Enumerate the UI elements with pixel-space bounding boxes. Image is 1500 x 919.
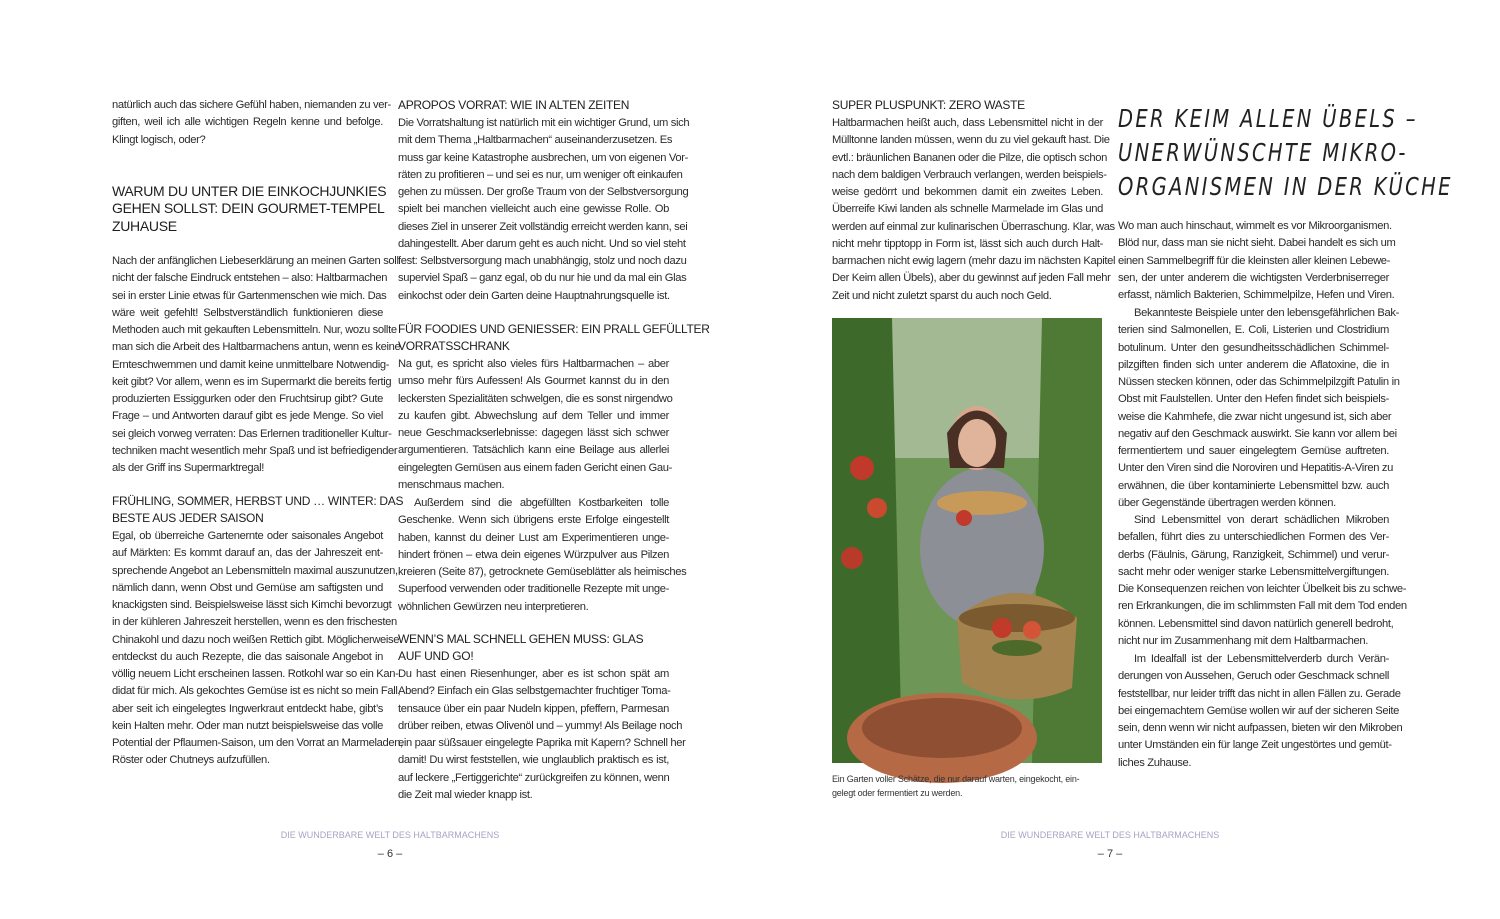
text-line: hindert frönen – etwa dein eigenes Würzpulver aus Pilzen [398,548,669,561]
text-line: sei gleich vorweg verraten: Das Erlernen traditioneller Kultur- [112,427,392,440]
text-line: Superfood verwenden oder traditionelle Rezepte mit unge- [398,583,669,596]
text-line: leckersten Spezialitäten schwelgen, die es sonst nirgendwo [398,392,673,405]
text-line: Unter den Viren sind die Noroviren und Hepatitis-A-Viren zu [1118,462,1393,475]
text-line: VORRATSSCHRANK [398,339,510,354]
text-line: man sich die Arbeit des Haltbarmachens antun, wenn es keine [112,341,401,354]
text-line: in der kühleren Jahreszeit herstellen, wenn es den frischesten [112,616,397,629]
section-heading [112,493,404,528]
section-heading [398,97,669,114]
text-line: fermentiertem und sauer eingelegtem Gemüse auftreten. [1118,445,1389,457]
text-line: entdeckst du auch Rezepte, die das saisonale Angebot in [112,650,383,663]
text-line: dieses Ziel in unserer Zeit vollständig erreicht werden kann, sei [398,220,688,233]
text-line: auf leckere „Fertiggerichte“ zurückgreifen zu können, wenn [398,771,670,784]
text-line: wöhnlichen Gewürzen neu interpretieren. [398,600,589,613]
text-line: botulinum. Unter den gesundheitsschädlichen Schimmel- [1118,341,1389,354]
text-line: Nüssen stecken können, oder das Schimmelpilzgift Patulin in [1118,376,1400,388]
text-line: Na gut, es spricht also vieles fürs Haltbarmachen – aber [398,358,669,370]
text-line: muss gar keine Katastrophe ausbrechen, um von eigenen Vor- [398,151,689,164]
text-line: damit! Du wirst feststellen, wie unglaublich praktisch es ist, [398,754,669,767]
text-line: FÜR FOODIES UND GENIESSER: EIN PRALL GEFÜLLTER [398,322,710,336]
text-line: als der Griff ins Supermarktregal! [112,462,265,474]
text-line: sprechende Angebot an Lebensmitteln maximal auszunutzen, [112,564,398,577]
paragraph [112,253,401,477]
page-number-right: – 7 – [1097,848,1123,860]
text-line: ZUHAUSE [112,217,177,234]
text-line: Potential der Pflaumen-Saison, um den Vorrat an Marmeladen, [112,737,403,749]
section-heading [112,183,387,235]
section-heading [398,321,710,356]
running-footer-right: DIE WUNDERBARE WELT DES HALTBARMACHENS [1000,830,1220,840]
text-line: Bekannteste Beispiele unter den lebensgefährlichen Bak- [1134,307,1399,319]
text-line: über Gegenstände übertragen werden können. [1118,496,1336,509]
text-line: WENN’S MAL SCHNELL GEHEN MUSS: GLAS [398,632,644,646]
text-line: Die Vorratshaltung ist natürlich mit ein wichtiger Grund, um sich [398,117,690,129]
text-line: erwähnen, die über kontaminierte Lebensmittel bzw. auch [1118,479,1389,492]
text-line: Abend? Einfach ein Glas selbstgemachter fruchtiger Toma- [398,685,671,698]
text-line: Im Idealfall ist der Lebensmittelverderb durch Verän- [1134,653,1389,665]
text-line: Nach der anfänglichen Liebeserklärung an meinen Garten soll [112,255,399,267]
text-line: Frage – und Antworten darauf gibt es jede Menge. So viel [112,410,383,423]
text-line: terien sind Salmonellen, E. Coli, Listerien und Clostridium [1118,324,1389,337]
text-line: knackigsten sind. Beispielsweise lässt sich Kimchi bevorzugt [112,599,392,611]
photo-caption-line: Ein Garten voller Schätze, die nur darauf warten, eingekocht, ein- [832,774,1080,784]
text-line: Wo man auch hinschaut, wimmelt es vor Mikroorganismen. [1118,220,1392,232]
text-line: auf Märkten: Es kommt darauf an, das der Jahreszeit ent- [112,547,383,560]
text-line: didat für mich. Als gekochtes Gemüse ist es nicht so mein Fall, [112,685,401,698]
text-line: völlig neuem Licht erscheinen lassen. Rotkohl war so ein Kan- [112,668,399,680]
text-line: feststellbar, nur leider trifft das nicht in allen Fällen zu. Gerade [1118,687,1401,700]
text-line: räten zu profitieren – und sei es nur, um weniger oft einkaufen [398,168,683,181]
text-line: derungen von Aussehen, Geruch oder Geschmack schnell [1118,670,1389,683]
text-line: ren Erkrankungen, die im schlimmsten Fall mit dem Tod enden [1118,600,1407,613]
text-line: ein paar süßsauer eingelegte Paprika mit Kapern? Schnell her [398,737,686,749]
paragraph [398,666,686,804]
text-line: menschmaus machen. [398,478,505,491]
text-line: Du hast einen Riesenhunger, aber es ist schon spät am [398,668,669,680]
chapter-title-line: DER KEIM ALLEN ÜBELS – [1118,104,1418,133]
section-heading [832,97,1103,114]
text-line: kreieren (Seite 87), getrocknete Gemüseblätter als heimisches [398,566,687,578]
text-line: bei eingemachtem Gemüse wollen wir auf der sicheren Seite [1118,704,1400,717]
text-line: sacht mehr oder weniger starke Lebensmittelvergiftungen. [1118,565,1389,578]
text-line: haben, kannst du deiner Lust am Experimentieren unge- [398,531,669,544]
text-line: einen Sammelbegriff für die kleinsten aller kleinen Lebewe- [1118,254,1391,267]
running-footer-left: DIE WUNDERBARE WELT DES HALTBARMACHENS [280,830,500,840]
text-line: barmachen nicht ewig lagern (mehr dazu im nächsten Kapitel [832,255,1116,267]
text-line: sein, denn wenn wir nicht aufpassen, bieten wir den Mikroben [1118,722,1403,734]
text-line: GEHEN SOLLST: DEIN GOURMET-TEMPEL [112,200,385,217]
text-line: Überreife Kiwi landen als schnelle Marmelade im Glas und [832,203,1103,216]
text-line: nämlich dann, wenn Obst und Gemüse am saftigsten und [112,581,383,594]
text-line: argumentieren. Tatsächlich kann eine Beilage aus allerlei [398,444,669,457]
paragraph [112,97,391,149]
garden-photo [832,318,1102,763]
text-line: nicht nur im Zusammenhang mit dem Haltbarmachen. [1118,634,1368,647]
text-line: befallen, führt dies zu unterschiedlichen Formen des Ver- [1118,531,1389,544]
text-line: erfasst, nämlich Bakterien, Schimmelpilze, Hefen und Viren. [1118,289,1395,301]
paragraph [1118,651,1403,772]
text-line: Mülltonne landen müssen, wenn du zu viel gekauft hast. Die [832,134,1110,147]
text-line: pilzgiften finden sich unter anderem die Aflatoxine, die in [1118,358,1389,371]
text-line: Methoden auch mit gekauften Lebensmitteln. Nur, wozu sollte [112,324,397,336]
text-line: weise gedörrt und bekommen damit ein zweites Leben. [832,186,1103,198]
text-line: gehen zu müssen. Der große Traum von der Selbstversorgung [398,186,689,198]
text-line: fest: Selbstversorgung mach unabhängig, stolz und noch dazu [398,255,687,267]
paragraph [1118,512,1407,650]
paragraph [398,356,673,494]
text-line: Egal, ob überreiche Gartenernte oder saisonales Angebot [112,530,383,542]
text-line: Ernteschwemmen und damit keine unmittelbare Notwendig- [112,358,390,371]
paragraph [112,528,403,770]
text-line: eingelegten Gemüsen aus einem faden Gericht einen Gau- [398,461,673,474]
paragraph [832,115,1116,305]
text-line: keit gibt? Vor allem, wenn es im Supermarkt die bereits fertig [112,375,392,388]
paragraph [398,115,690,305]
text-line: umso mehr fürs Aufessen! Als Gourmet kannst du in den [398,375,669,388]
text-line: können. Lebensmittel sind davon natürlich generell bedroht, [1118,617,1394,630]
text-line: APROPOS VORRAT: WIE IN ALTEN ZEITEN [398,98,630,112]
text-line: nicht mehr tipptopp in Form ist, lässt sich auch durch Halt- [832,237,1103,250]
text-line: nach dem baldigen Verbrauch verlangen, werden beispiels- [832,168,1107,181]
text-line: dahingestellt. Aber darum geht es auch nicht. Und so viel steht [398,237,686,250]
text-line: weise die Kahmhefe, die zwar nicht ungesund ist, sich aber [1118,410,1392,423]
paragraph [398,495,687,616]
text-line: SUPER PLUSPUNKT: ZERO WASTE [832,98,1025,112]
text-line: nicht der falsche Eindruck entstehen – also: Haltbarmachen [112,272,388,285]
paragraph [1118,305,1400,512]
text-line: Haltbarmachen heißt auch, dass Lebensmittel nicht in der [832,117,1103,129]
text-line: FRÜHLING, SOMMER, HERBST UND … WINTER: DAS [112,494,404,508]
text-line: produzierten Essiggurken oder den Fruchtsirup gibt? Gute [112,393,383,405]
photo-caption [832,772,1112,800]
text-line: werden auf einmal zur kulinarischen Überraschung. Klar, was [832,220,1115,233]
text-line: WARUM DU UNTER DIE EINKOCHJUNKIES [112,183,387,199]
text-line: unter Umständen ein für lange Zeit ungestörtes und gemüt- [1118,739,1392,752]
text-line: Die Konsequenzen reichen von leichter Übelkeit bis zu schwe- [1118,583,1407,595]
chapter-title [1118,102,1453,204]
paragraph [1118,218,1396,304]
text-line: Blöd nur, dass man sie nicht sieht. Dabei handelt es sich um [1118,237,1396,250]
text-line: natürlich auch das sichere Gefühl haben, niemanden zu ver- [112,99,391,111]
text-line: Klingt logisch, oder? [112,133,206,146]
text-line: einkochst oder dein Garten deine Hauptnahrungsquelle ist. [398,289,670,302]
text-line: kein Halten mehr. Oder man nutzt beispielsweise das volle [112,719,383,732]
text-line: drüber reiben, etwas Olivenöl und – yummy! Als Beilage noch [398,719,683,732]
text-line: superviel Spaß – ganz egal, ob du nur hie und da mal ein Glas [398,272,687,285]
text-line: sen, der unter anderem die wichtigsten Verderbniserreger [1118,271,1389,284]
text-line: die Zeit mal wieder knapp ist. [398,788,533,801]
garden-photo-illustration [832,318,1102,763]
text-line: wäre weit gefehlt! Selbstverständlich funktionieren diese [112,306,383,319]
text-line: aber seit ich eingelegtes Ingwerkraut entdeckt habe, gibt’s [112,702,383,715]
text-line: BESTE AUS JEDER SAISON [112,511,264,526]
text-line: spielt bei manchen vielleicht auch eine gewisse Rolle. Ob [398,203,669,216]
text-line: tensauce über ein paar Nudeln kippen, pfeffern, Parmesan [398,702,669,715]
text-line: derbs (Fäulnis, Gärung, Ranzigkeit, Schimmel) und verur- [1118,548,1389,561]
text-line: sei in erster Linie etwas für Gartenmenschen wie mich. Das [112,289,387,302]
page-number-left: – 6 – [377,848,403,860]
text-line: Sind Lebensmittel von derart schädlichen Mikroben [1134,514,1389,526]
text-line: mit dem Thema „Haltbarmachen“ auseinanderzusetzen. Es [398,134,673,147]
section-heading [398,631,669,666]
chapter-title-line: ORGANISMEN IN DER KÜCHE [1118,172,1453,201]
text-line: liches Zuhause. [1118,756,1192,769]
text-line: Zeit und nicht zuletzt sparst du auch noch Geld. [832,289,1052,302]
text-line: evtl.: bräunlichen Bananen oder die Pilze, die optisch schon [832,151,1108,164]
text-line: techniken macht wesentlich mehr Spaß und ist befriedigender [112,444,398,457]
text-line: negativ auf den Geschmack auswirkt. Sie kann vor allem bei [1118,427,1397,440]
text-line: Röster oder Chutneys aufzufüllen. [112,754,270,767]
text-line: neue Geschmackserlebnisse: dagegen lässt sich schwer [398,427,669,439]
text-line: zu kaufen gibt. Abwechslung auf dem Teller und immer [398,409,669,422]
text-line: Außerdem sind die abgefüllten Kostbarkeiten tolle [414,497,669,509]
text-line: AUF UND GO! [398,649,474,664]
text-line: Chinakohl und dazu noch weißen Rettich gibt. Möglicherweise [112,633,400,646]
chapter-title-line: UNERWÜNSCHTE MIKRO- [1118,138,1408,167]
text-line: Geschenke. Wenn sich übrigens erste Erfolge eingestellt [398,514,669,527]
text-line: giften, weil ich alle wichtigen Regeln kenne und befolge. [112,116,383,129]
text-line: Der Keim allen Übels), aber du gewinnst auf jeden Fall mehr [832,272,1111,285]
photo-caption-line: gelegt oder fermentiert zu werden. [832,788,963,798]
text-line: Obst mit Faulstellen. Unter den Hefen findet sich beispiels- [1118,393,1389,406]
